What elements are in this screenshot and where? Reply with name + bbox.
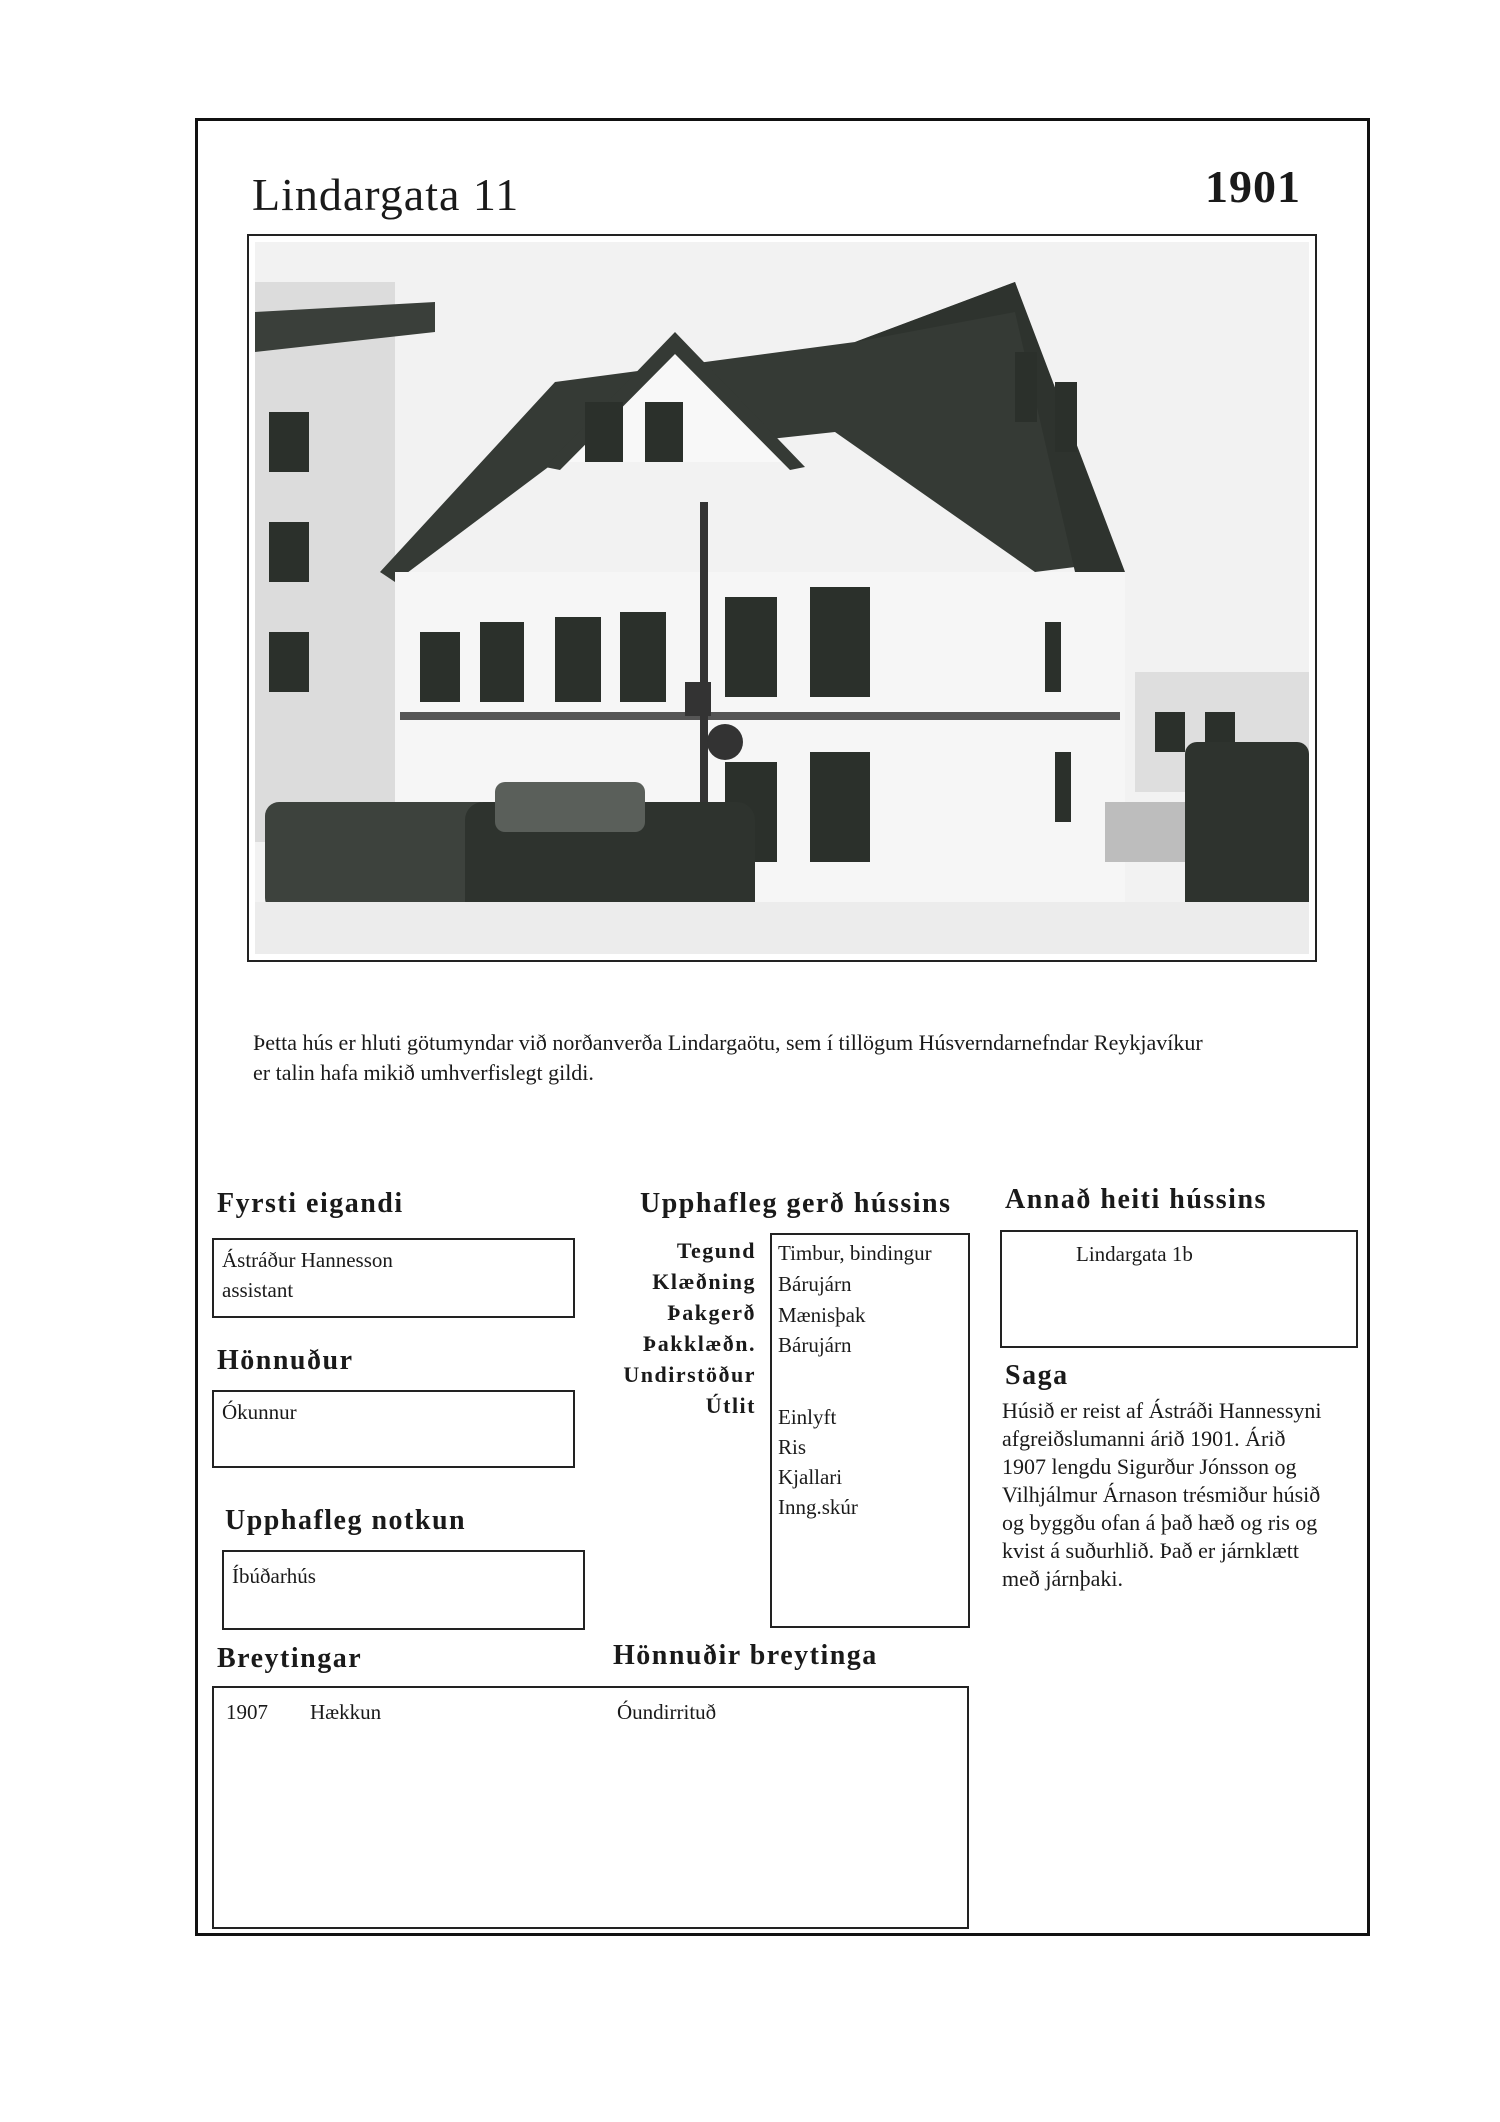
- saga-line-5: og byggðu ofan á það hæð og ris og: [1002, 1510, 1318, 1535]
- gerd-value-tegund: Timbur, bindingur: [778, 1241, 932, 1265]
- year-built: 1901: [1205, 161, 1301, 212]
- fyrsti-eigandi-box: [212, 1238, 575, 1318]
- gerd-label-tegund: Tegund: [676, 1238, 756, 1263]
- breytingar-change: Hækkun: [310, 1700, 382, 1724]
- annad-heiti-heading: Annað heiti hússins: [1005, 1184, 1267, 1215]
- saga-line-4: Vilhjálmur Árnason trésmiður húsið: [1002, 1482, 1321, 1507]
- upphafleg-notkun-heading: Upphafleg notkun: [225, 1505, 467, 1536]
- saga-line-6: kvist á suðurhlið. Það er járnklætt: [1002, 1538, 1299, 1563]
- gerd-label-utlit: Útlit: [705, 1393, 756, 1418]
- owner-name: Ástráður Hannesson: [222, 1248, 393, 1272]
- breytingar-heading: Breytingar: [217, 1643, 363, 1674]
- upphafleg-notkun-value: Íbúðarhús: [232, 1564, 316, 1588]
- gerd-labels: [560, 1235, 756, 1421]
- honnudur-heading: Hönnuður: [217, 1345, 354, 1376]
- caption-line-1: Þetta hús er hluti götumyndar við norðanverða Lindargaötu, sem í tillögum Húsverndarnefndar Reykjavíkur: [253, 1030, 1203, 1055]
- gerd-value-thakklaedn: Bárujárn: [778, 1333, 852, 1357]
- caption-line-2: er talin hafa mikið umhverfislegt gildi.: [253, 1060, 594, 1085]
- honnudur-box: [212, 1390, 575, 1468]
- saga-line-1: Húsið er reist af Ástráði Hannessyni: [1002, 1398, 1322, 1423]
- saga-line-3: 1907 lengdu Sigurður Jónsson og: [1002, 1454, 1297, 1479]
- house-photo: [247, 234, 1317, 962]
- owner-role: assistant: [222, 1278, 294, 1302]
- honnudir-breytinga-value: Óundirrituð: [617, 1700, 717, 1724]
- gerd-label-thakklaedn: Þakklæðn.: [642, 1331, 756, 1356]
- gerd-utlit-kjallari: Kjallari: [778, 1465, 843, 1489]
- gerd-value-thakgerd: Mænisþak: [778, 1303, 866, 1327]
- gerd-value-utlit: Einlyft: [778, 1405, 837, 1429]
- saga-text: [1002, 1397, 1372, 1593]
- saga-line-2: afgreiðslumanni árið 1901. Árið: [1002, 1426, 1286, 1451]
- gerd-utlit-inngskur: Inng.skúr: [778, 1495, 858, 1519]
- gerd-label-klaedning: Klæðning: [652, 1269, 756, 1294]
- upphafleg-notkun-box: [222, 1550, 585, 1630]
- saga-heading: Saga: [1005, 1360, 1069, 1391]
- gerd-value-klaedning: Bárujárn: [778, 1272, 852, 1296]
- annad-heiti-value: Lindargata 1b: [1076, 1242, 1193, 1266]
- upphafleg-gerd-heading: Upphafleg gerð hússins: [640, 1188, 952, 1219]
- fyrsti-eigandi-heading: Fyrsti eigandi: [217, 1188, 404, 1219]
- saga-line-7: með járnþaki.: [1002, 1566, 1123, 1591]
- house-photo-image: [255, 242, 1309, 954]
- gerd-label-undirstodur: Undirstöður: [623, 1362, 756, 1387]
- page-title: Lindargata 11: [252, 169, 520, 220]
- breytingar-box: [212, 1686, 969, 1929]
- annad-heiti-box: [1000, 1230, 1358, 1348]
- honnudur-value: Ókunnur: [222, 1400, 297, 1424]
- gerd-label-thakgerd: Þakgerð: [667, 1300, 756, 1325]
- honnudir-breytinga-heading: Hönnuðir breytinga: [613, 1640, 878, 1671]
- gerd-utlit-ris: Ris: [778, 1435, 807, 1459]
- breytingar-year: 1907: [226, 1700, 268, 1724]
- upphafleg-gerd-box: [770, 1233, 970, 1628]
